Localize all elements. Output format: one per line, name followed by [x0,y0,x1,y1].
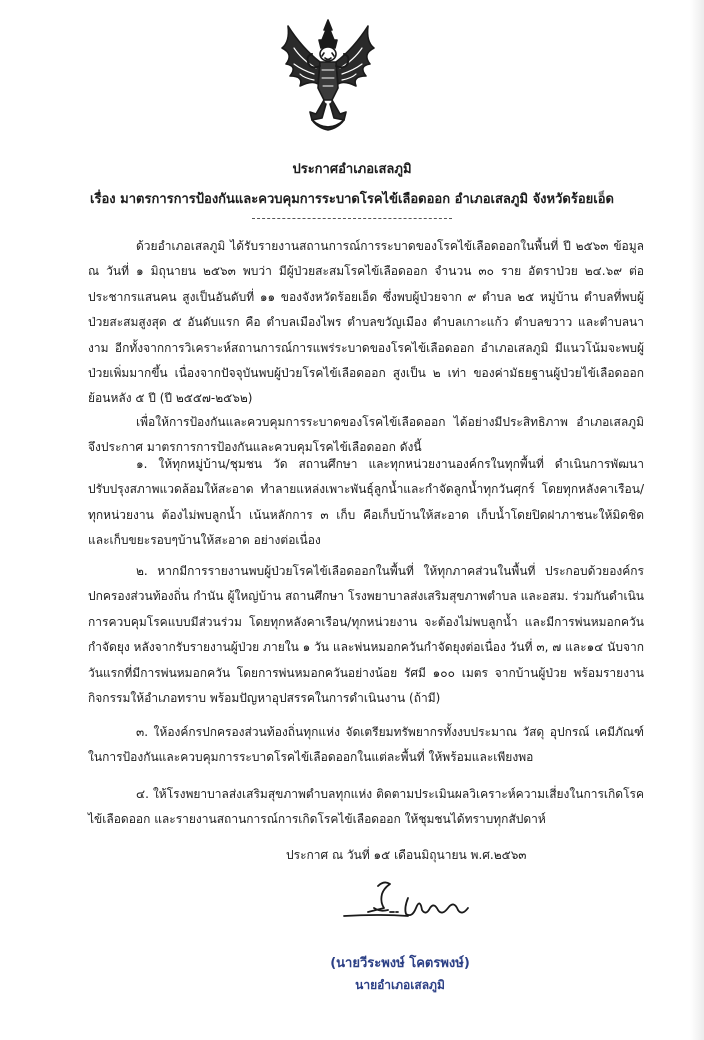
paragraph-text: ๓. ให้องค์กรปกครองส่วนท้องถิ่นทุกแห่ง จัดเตรียมทรัพยากรทั้งงบประมาณ วัสดุ อุปกรณ์ เคมีภัณฑ์ ในการป้องกันและควบคุมการระบาดโรคไข้เลือดออกในแต่ละพื้นที่ ให้พร้อมและเพียงพอ [88,725,644,765]
handwritten-signature-icon [338,878,498,924]
paragraph-text: ๒. หากมีการรายงานพบผู้ป่วยโรคไข้เลือดออกในพื้นที่ ให้ทุกภาคส่วนในพื้นที่ ประกอบด้วยองค์กรปกครองส่วนท้องถิ่น กำนัน ผู้ใหญ่บ้าน สถานศึกษา โรงพยาบาลส่งเสริมสุขภาพตำบล และอสม. ร่วมกันดำเนินการควบคุมโรคแบบมีส่วนร่วม โดยทุกหลังคาเรือน/ทุกหน่วยงาน จะต้องไม่พบลูกน้ำ และมีการพ่นหมอกควันกำจัดยุง หลังจากรับรายงานผู้ป่วย ภายใน ๑ วัน และพ่นหมอกควันกำจัดยุงต่อเนื่อง วันที่ ๓, ๗ และ๑๔ นับจากวันแรกที่มีการพ่นหมอกควัน โดยการพ่นหมอกควันอย่างน้อย รัศมี ๑๐๐ เมตร จากบ้านผู้ป่วย พร้อมรายงานกิจกรรมให้อำเภอทราบ พร้อมปัญหาอุปสรรคในการดำเนินงาน (ถ้ามี) [88,564,645,706]
announcement-date: ประกาศ ณ วันที่ ๑๕ เดือนมิถุนายน พ.ศ.๒๕๖๓ [286,848,527,862]
announcement-title: ประกาศอำเภอเสลภูมิ [292,162,412,177]
paragraph-text: ด้วยอำเภอเสลภูมิ ได้รับรายงานสถานการณ์การระบาดของโรคไข้เลือดออกในพื้นที่ ปี ๒๕๖๓ ข้อมูล ณ วันที่ ๑ มิถุนายน ๒๕๖๓ พบว่า มีผู้ป่วยสะสมโรคไข้เลือดออก จำนวน ๓๐ ราย อัตราป่วย ๒๔.๖๙ ต่อประชากรแสนคน สูงเป็นอันดับที่ ๑๑ ของจังหวัดร้อยเอ็ด ซึ่งพบผู้ป่วยจาก ๙ ตำบล ๒๕ หมู่บ้าน ตำบลที่พบผู้ป่วยสะสมสูงสุด ๕ อันดับแรก คือ ตำบลเมืองไพร ตำบลขวัญเมือง ตำบลเกาะแก้ว ตำบลขวาว และตำบลนางาม อีกทั้งจากการวิเคราะห์สถานการณ์การแพร่ระบาดของโรคไข้เลือดออก อำเภอเสลภูมิ มีแนวโน้มจะพบผู้ป่วยเพิ่มมากขึ้น เนื่องจากปัจจุบันพบผู้ป่วยโรคไข้เลือดออก สูงเป็น ๒ เท่า ของค่ามัธยฐานผู้ป่วยไข้เลือดออกย้อนหลัง ๕ ปี (ปี ๒๕๕๗-๒๕๖๒) [88,239,644,406]
measure-item-2 [88,559,644,711]
paragraph-text: ๑. ให้ทุกหมู่บ้าน/ชุมชน วัด สถานศึกษา และทุกหน่วยงานองค์กรในทุกพื้นที่ ดำเนินการพัฒนาปรับปรุงสภาพแวดล้อมให้สะอาด ทำลายแหล่งเพาะพันธุ์ลูกน้ำและกำจัดลูกน้ำทุกวันศุกร์ โดยทุกหลังคาเรือน/ทุกหน่วยงาน ต้องไม่พบลูกน้ำ เน้นหลักการ ๓ เก็บ คือเก็บบ้านให้สะอาด เก็บน้ำโดยปิดฝาภาชนะให้มิดชิด และเก็บขยะรอบๆบ้านให้สะอาด อย่างต่อเนื่อง [88,457,644,548]
paragraph-text: เพื่อให้การป้องกันและควบคุมการระบาดของโรคไข้เลือดออก ได้อย่างมีประสิทธิภาพ อำเภอเสลภูมิ จึงประกาศ มาตรการการป้องกันและควบคุมโรคไข้เลือดออก ดังนี้ [88,415,644,455]
scan-edge-shadow [690,0,704,1040]
signer-name: (นายวีระพงษ์ โคตรพงษ์) [330,956,470,971]
announcement-subject: เรื่อง มาตรการการป้องกันและควบคุมการระบาดโรคไข้เลือดออก อำเภอเสลภูมิ จังหวัดร้อยเอ็ด [90,192,614,207]
paragraph-text: ๔. ให้โรงพยาบาลส่งเสริมสุขภาพตำบลทุกแห่ง ติดตามประเมินผลวิเคราะห์ความเสี่ยงในการเกิดโรคไข้เลือดออก และรายงานสถานการณ์การเกิดโรคไข้เลือดออก ให้ชุมชนได้ทราบทุกสัปดาห์ [88,787,644,827]
body-paragraph-intro [88,234,644,412]
title-divider [0,214,704,224]
garuda-emblem-icon [272,18,384,136]
measure-item-3 [88,720,644,771]
measure-item-1 [88,452,644,554]
signer-position: นายอำเภอเสลภูมิ [355,978,445,992]
measure-item-4 [88,782,644,833]
